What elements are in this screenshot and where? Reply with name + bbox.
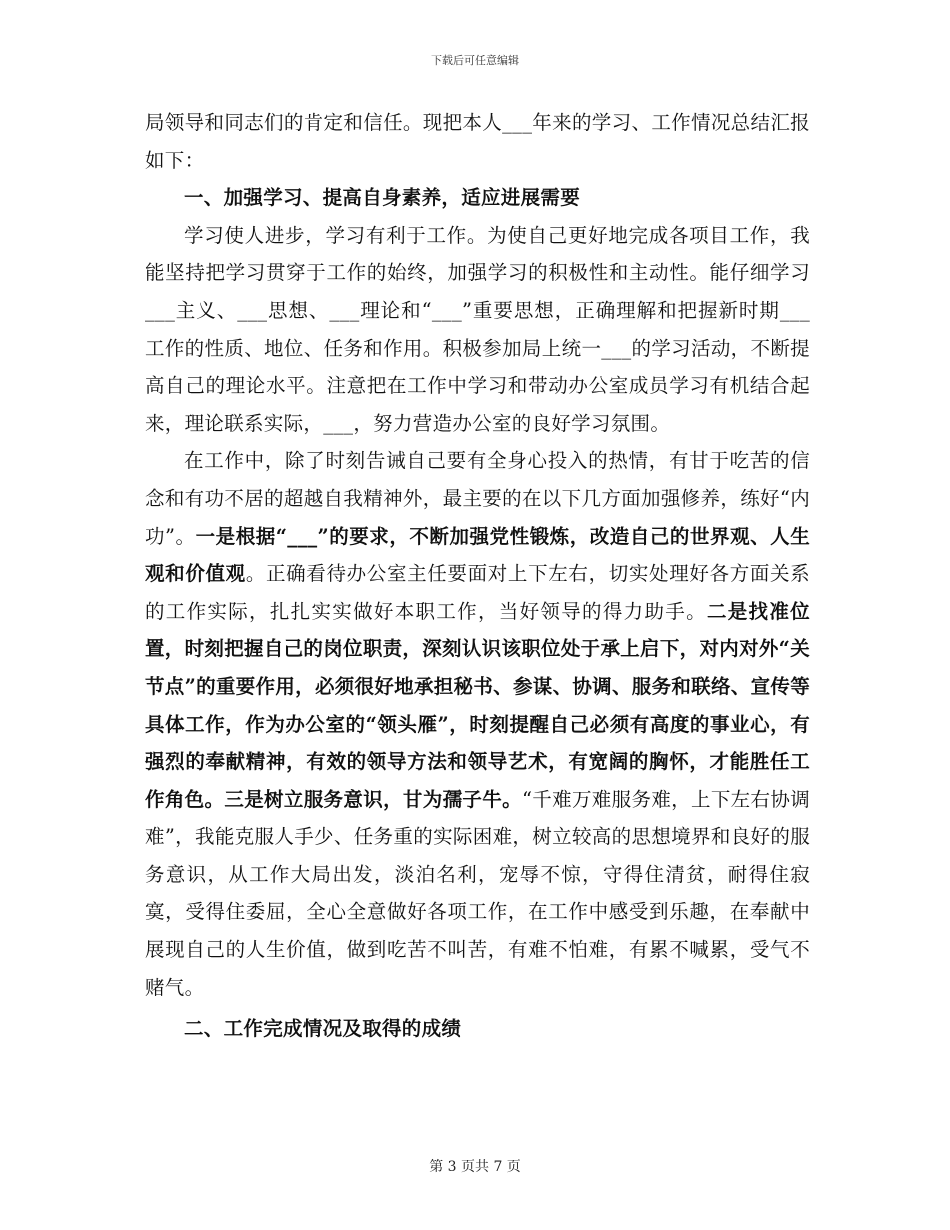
paragraph-study: 学习使人进步，学习有利于工作。为使自己更好地完成各项目工作，我能坚持把学习贯穿于工作的始终，加强学习的积极性和主动性。能仔细学习___主义、___思想、___理论和“___”重要思想，正确理解和把握新时期___工作的性质、地位、任务和作用。积极参加局上统一___的学习活动，不断提高自己的理论水平。注意把在工作中学习和带动办公室成员学习有机结合起来，理论联系实际，___，努力营造办公室的良好学习氛围。 [145, 223, 810, 435]
section-heading-1: 一、加强学习、提高自身素养，适应进展需要 [184, 186, 581, 210]
paragraph-work-text-2: 。正确看待办公室主任要面对上下左右，切实处理好各方面关系的工作实际，扎扎实实做好本职工作，当好领导的得力助手。 [145, 562, 810, 623]
paragraph-work-bold-1: 一是根据“___”的要求，不断加强党性锻炼，改造自己的世界观、人生观和价值观 [145, 524, 810, 586]
document-body [145, 104, 810, 1048]
paragraph-work-bold-2: 二是找准位置，时刻把握自己的岗位职责，深刻认识该职位处于承上启下，对内对外“关节点”的重要作用，必须很好地承担秘书、参谋、协调、服务和联络、宣传等具体工作，作为办公室的“领头雁”，时刻提醒自己必须有高度的事业心，有强烈的奉献精神，有效的领导方法和领导艺术，有宽阔的胸怀，才能胜任工作角色。三是树立服务意识，甘为孺子牛。 [145, 599, 810, 811]
paragraph-intro: 局领导和同志们的肯定和信任。现把本人___年来的学习、工作情况总结汇报如下： [145, 111, 810, 172]
paragraph-work-text-1: 在工作中，除了时刻告诫自己要有全身心投入的热情，有甘于吃苦的信念和有功不居的超越自我精神外，最主要的在以下几方面加强修养，练好“内功”。 [145, 449, 810, 548]
section-heading-2: 二、工作完成情况及取得的成绩 [184, 1017, 462, 1041]
paragraph-work [145, 442, 810, 1006]
page-header-note: 下载后可任意编辑 [431, 54, 519, 67]
page-number: 第 3 页共 7 页 [429, 1159, 521, 1175]
paragraph-work-text-3: “千难万难服务难，上下左右协调难”，我能克服人手少、任务重的实际困难，树立较高的思想境界和良好的服务意识，从工作大局出发，淡泊名利，宠辱不惊，守得住清贫，耐得住寂寞，受得住委屈，全心全意做好各项工作，在工作中感受到乐趣，在奉献中展现自己的人生价值，做到吃苦不叫苦，有难不怕难，有累不喊累，受气不赌气。 [145, 787, 810, 999]
